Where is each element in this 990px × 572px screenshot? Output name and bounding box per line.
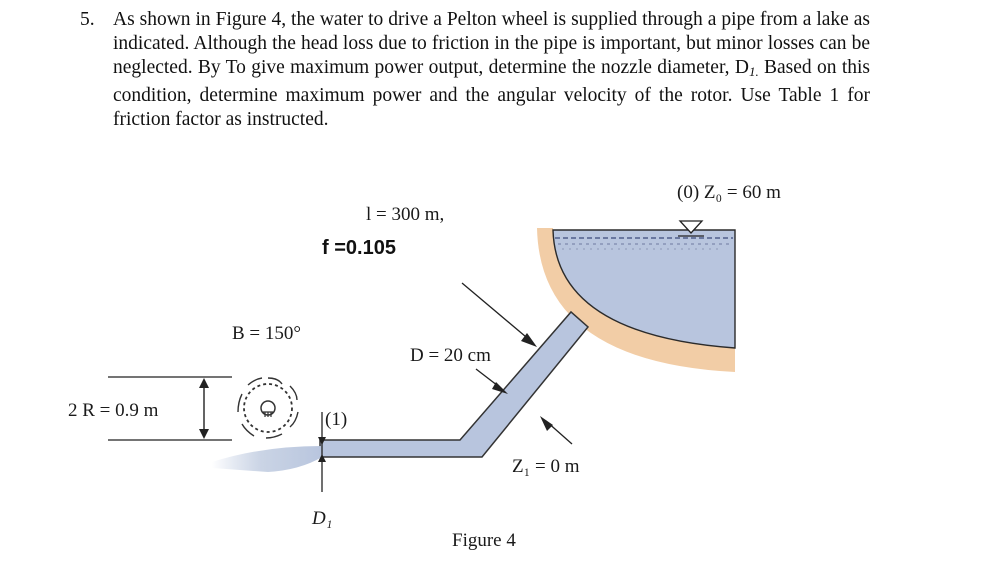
- pelton-wheel: [238, 378, 298, 438]
- supply-pipe: [320, 312, 588, 457]
- wheel-diameter-label: 2 R = 0.9 m: [68, 400, 159, 421]
- figure-caption: Figure 4: [452, 530, 516, 551]
- problem-number: 5.: [80, 9, 95, 30]
- problem-text-subscript: 1.: [748, 64, 759, 79]
- reservoir-label: (0) Z₀ = 60 m: [677, 182, 781, 203]
- nozzle-elevation-label: Z₁ = 0 m: [512, 456, 580, 477]
- water-jet: [212, 446, 322, 472]
- friction-factor-label: f =0.105: [322, 237, 396, 259]
- section-1-label: (1): [325, 409, 348, 430]
- nozzle-diameter-label: D₁: [312, 508, 333, 529]
- pipe-length-label: l = 300 m,: [366, 204, 445, 225]
- problem-text-part1: As shown in Figure 4, the water to drive a Pelton wheel is supplied through a pipe from a lake as indicated. Although the head loss due to friction in the pipe is important, but minor losses can be neglected. By To give maximum power output, determine the nozzle diameter, D: [113, 9, 870, 78]
- problem-text-part2: Based on this condition, determine maximum power and the angular velocity of the rotor. Use Table 1 for friction factor as instructed.: [113, 57, 870, 130]
- bucket-angle-label: B = 150°: [232, 323, 301, 344]
- pipe-diameter-label: D = 20 cm: [410, 345, 491, 366]
